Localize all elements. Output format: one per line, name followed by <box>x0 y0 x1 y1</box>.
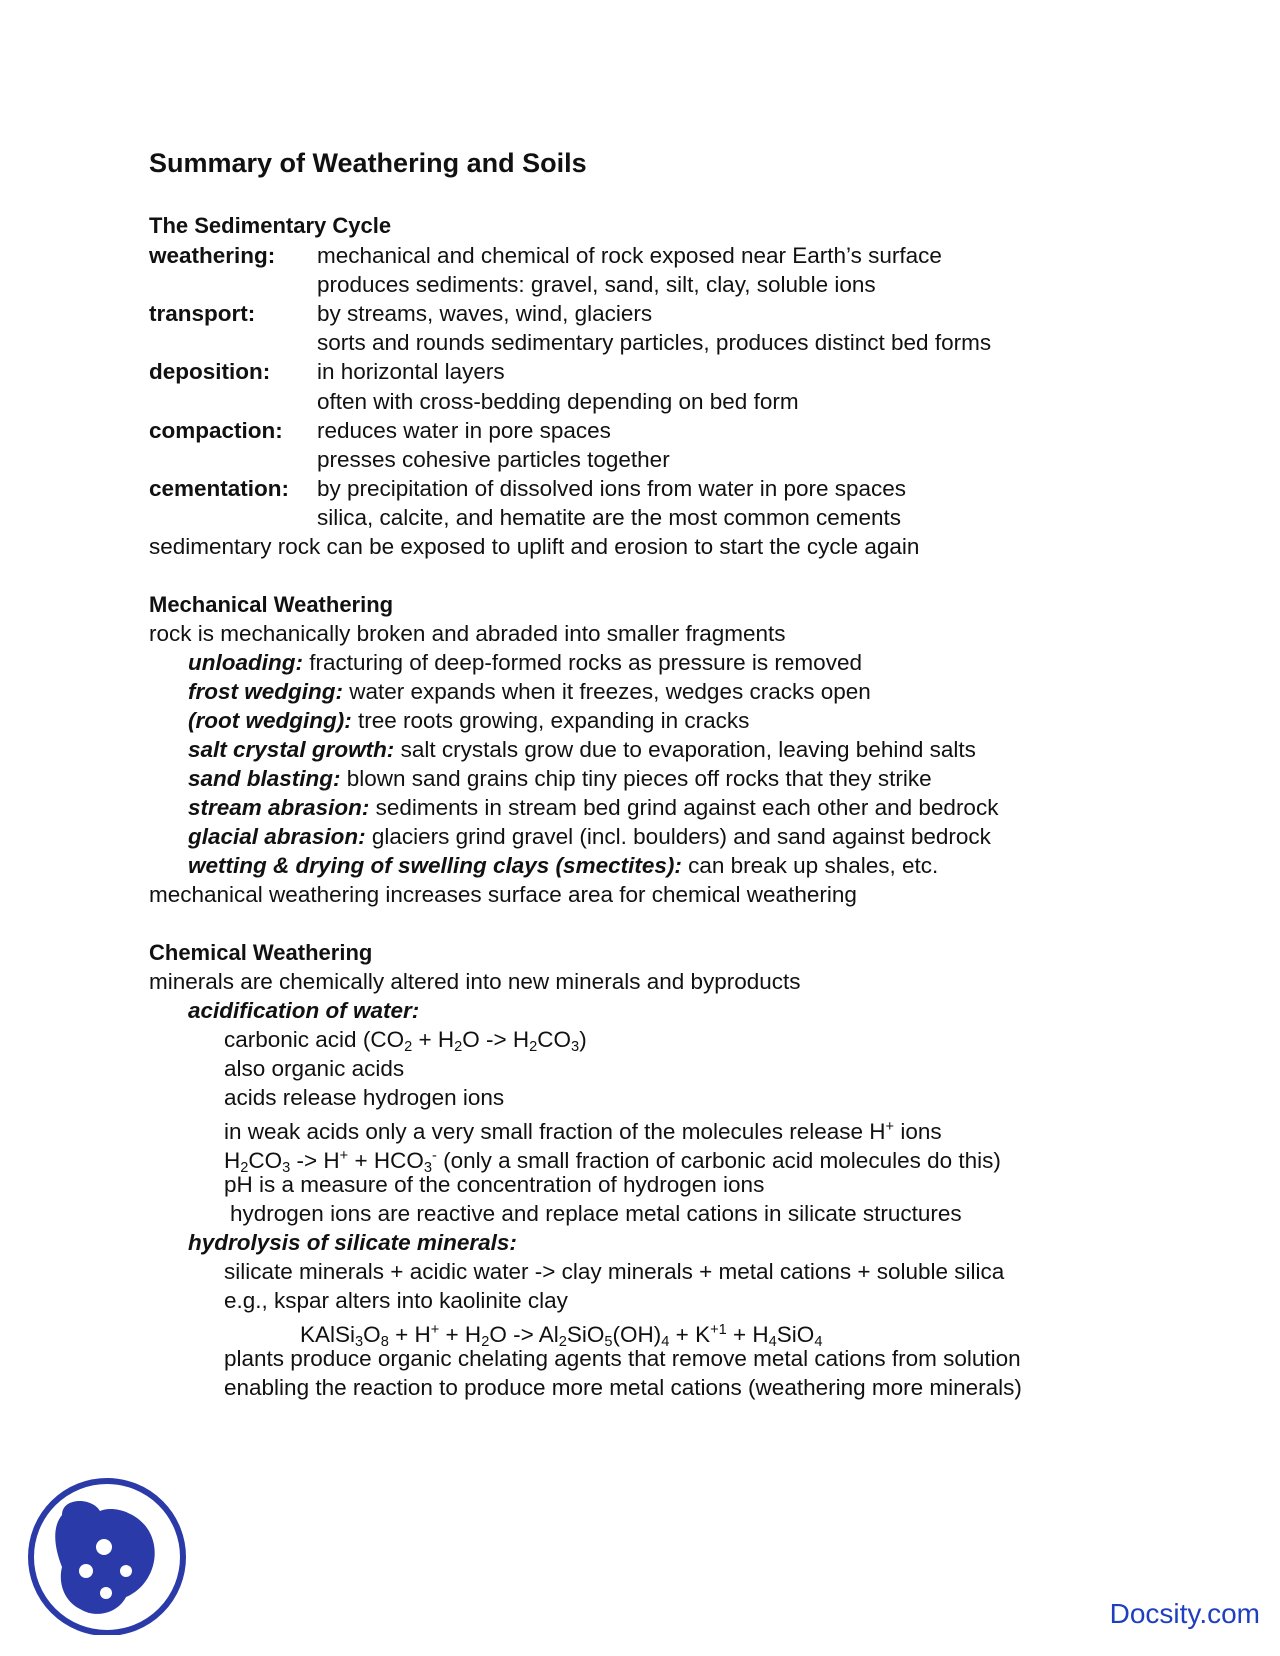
item-term: wetting & drying of swelling clays (smectites): <box>188 853 682 878</box>
item-text: blown sand grains chip tiny pieces off rocks that they strike <box>340 766 932 791</box>
sedimentary-closing: sedimentary rock can be exposed to uplift and erosion to start the cycle again <box>149 534 920 559</box>
plants-line: plants produce organic chelating agents that remove metal cations from solution <box>224 1346 1021 1371</box>
definition-compaction-1: reduces water in pore spaces <box>317 418 611 443</box>
dissociation-line: $H_2CO_3 -> H^+ + HCO_3^-$ (only a small fraction of carbonic acid molecules do this) <box>224 1148 1001 1176</box>
list-item <box>188 852 938 880</box>
item-term: salt crystal growth: <box>188 737 395 762</box>
item-text: sediments in stream bed grind against each other and bedrock <box>369 795 999 820</box>
section-heading-sedimentary: The Sedimentary Cycle <box>149 213 392 238</box>
docsity-brand-link[interactable]: Docsity.com <box>1109 1598 1260 1629</box>
term-deposition: deposition: <box>149 359 271 384</box>
item-text: glaciers grind gravel (incl. boulders) and sand against bedrock <box>365 824 991 849</box>
docsity-logo-icon <box>22 1475 192 1635</box>
list-item <box>188 823 991 851</box>
definition-deposition-1: in horizontal layers <box>317 359 505 384</box>
list-item <box>188 678 871 706</box>
definition-compaction-2: presses cohesive particles together <box>317 447 670 472</box>
definition-cementation-2: silica, calcite, and hematite are the most common cements <box>317 505 902 530</box>
item-term: sand blasting: <box>188 766 341 791</box>
reactive-line: hydrogen ions are reactive and replace metal cations in silicate structures <box>230 1201 962 1226</box>
item-term: unloading: <box>188 650 303 675</box>
item-text: water expands when it freezes, wedges cracks open <box>342 679 871 704</box>
subheading-acidification <box>188 997 419 1025</box>
term-weathering: weathering: <box>149 243 276 268</box>
list-item <box>188 649 862 677</box>
weak-acids-line: in weak acids only a very small fraction of the molecules release H+ ions <box>224 1119 942 1144</box>
subheading-hydrolysis <box>188 1229 517 1257</box>
ph-line: pH is a measure of the concentration of hydrogen ions <box>224 1172 765 1197</box>
definition-weathering-1: mechanical and chemical of rock exposed near Earth’s surface <box>317 243 942 268</box>
acidification-label: acidification of water: <box>188 998 420 1023</box>
list-item <box>188 707 749 735</box>
enabling-line: enabling the reaction to produce more metal cations (weathering more minerals) <box>224 1375 1022 1400</box>
list-item <box>188 765 932 793</box>
item-text: can break up shales, etc. <box>681 853 939 878</box>
mechanical-intro: rock is mechanically broken and abraded into smaller fragments <box>149 621 786 646</box>
item-term: (root wedging): <box>188 708 352 733</box>
section-heading-chemical: Chemical Weathering <box>149 940 373 965</box>
item-term: frost wedging: <box>188 679 343 704</box>
item-term: glacial abrasion: <box>188 824 366 849</box>
list-item <box>188 794 998 822</box>
item-text: tree roots growing, expanding in cracks <box>351 708 750 733</box>
item-term: stream abrasion: <box>188 795 370 820</box>
definition-transport-2: sorts and rounds sedimentary particles, produces distinct bed forms <box>317 330 992 355</box>
definition-transport-1: by streams, waves, wind, glaciers <box>317 301 653 326</box>
term-transport: transport: <box>149 301 256 326</box>
item-text: salt crystals grow due to evaporation, leaving behind salts <box>394 737 976 762</box>
list-item <box>188 736 976 764</box>
silicate-line: silicate minerals + acidic water -> clay minerals + metal cations + soluble silica <box>224 1259 1005 1284</box>
acid-release-line: acids release hydrogen ions <box>224 1085 505 1110</box>
definition-weathering-2: produces sediments: gravel, sand, silt, clay, soluble ions <box>317 272 876 297</box>
term-compaction: compaction: <box>149 418 283 443</box>
page-title: Summary of Weathering and Soils <box>149 148 587 178</box>
carbonic-acid-line: carbonic acid $(CO_2 + H_2O -> H_2CO_3)$ <box>224 1027 587 1055</box>
kspar-line: e.g., kspar alters into kaolinite clay <box>224 1288 568 1313</box>
mechanical-closing: mechanical weathering increases surface area for chemical weathering <box>149 882 857 907</box>
hydrolysis-label: hydrolysis of silicate minerals: <box>188 1230 517 1255</box>
definition-cementation-1: by precipitation of dissolved ions from water in pore spaces <box>317 476 907 501</box>
definition-deposition-2: often with cross-bedding depending on bed form <box>317 389 799 414</box>
item-text: fracturing of deep-formed rocks as pressure is removed <box>302 650 862 675</box>
section-heading-mechanical: Mechanical Weathering <box>149 592 394 617</box>
kaolinite-equation: $KAlSi_3O_8 + H^+ + H_2O -> Al_2SiO_5(OH)_4 + K^{+1} + H_4SiO_4$ <box>300 1322 823 1350</box>
chemical-intro: minerals are chemically altered into new minerals and byproducts <box>149 969 801 994</box>
organic-acids-line: also organic acids <box>224 1056 405 1081</box>
term-cementation: cementation: <box>149 476 290 501</box>
